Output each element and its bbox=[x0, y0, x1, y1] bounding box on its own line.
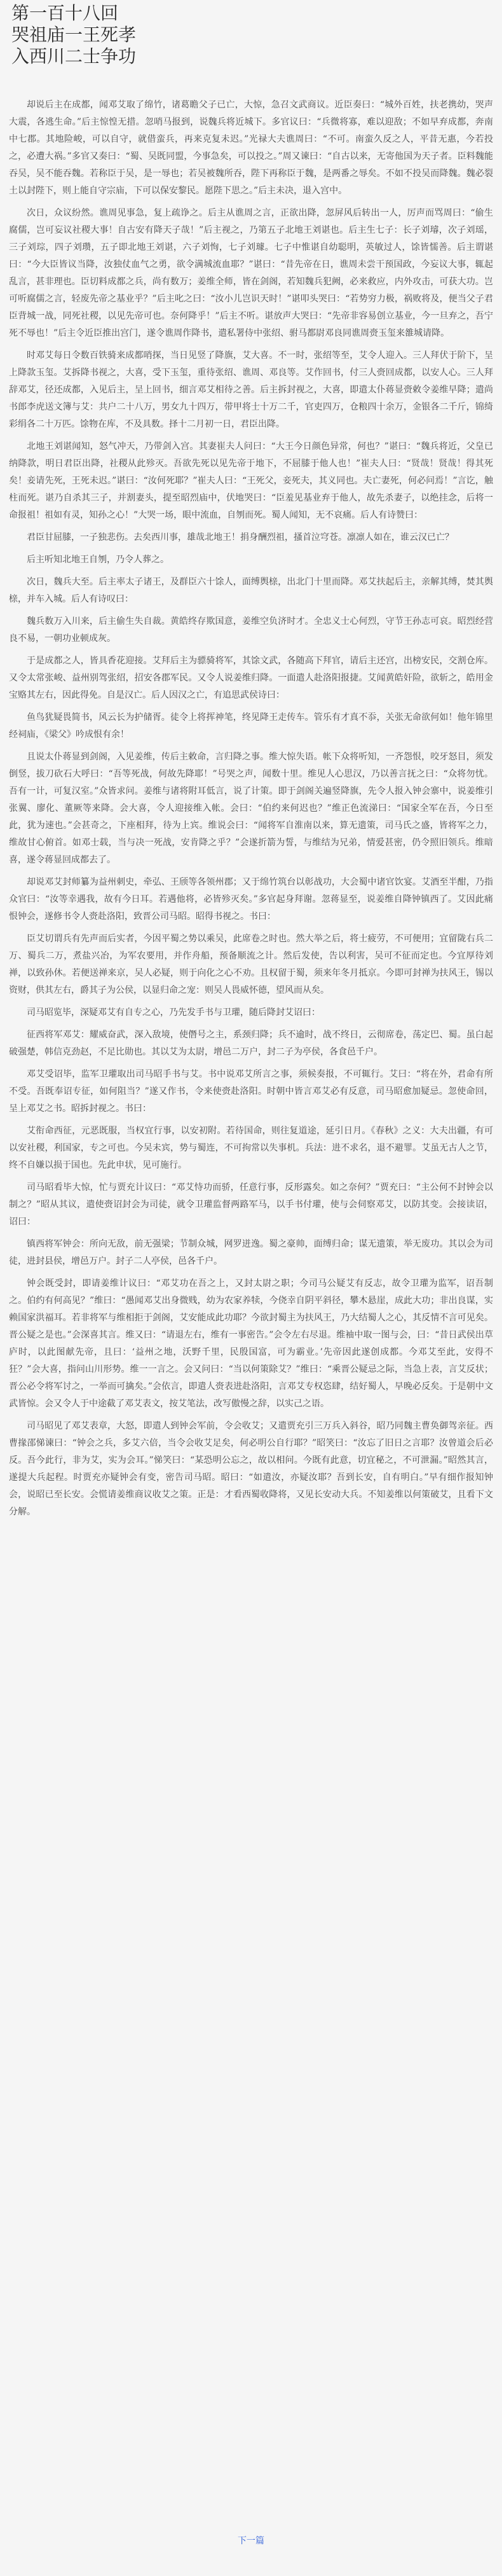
edict: 镇西将军钟会：所向无敌，前无强梁；节制众城，网罗迸逸。蜀之豪帅，面缚归命；谋无遗策，举无废功。其以会为司徒，进封县侯，增邑万户。封子二人亭侯，邑各千户。 bbox=[9, 1239, 493, 1266]
poem: 君臣甘屈膝，一子独悲伤。去矣西川事，雄哉北地王！捐身酬烈祖，搔首泣穹苍。凛凛人如在，谁云汉已亡？ bbox=[27, 532, 454, 543]
paragraph: 后主听知北地王自刎，乃令人葬之。 bbox=[27, 555, 169, 565]
paragraph: 却说后主在成都，闻邓艾取了绵竹，诸葛瞻父子已亡，大惊，急召文武商议。近臣奏曰：“城外百姓，扶老携幼，哭声大震，各逃生命。”后主惊惶无措。忽哨马报到，说魏兵将近城下。多官议曰：“兵微将寡，难以迎敌；不如早弃成都，奔南中七郡。其地险峻，可以自守，就借蛮兵，再来克复未迟。”光禄大夫谯周曰：“不可。南蛮久反之人，平昔无惠，今若投之，必遭大祸。”多官又奏曰：“蜀、吴既同盟，今事急矣，可以投之。”周又谏曰：“自古以来，无寄他国为天子者。臣料魏能吞吴，吴不能吞魏。若称臣于吴，是一辱也；若吴被魏所吞，陛下再称臣于魏，是两番之辱矣。不如不投吴而降魏。魏必裂土以封陛下，则上能自守宗庙，下可以保安黎民。愿陛下思之。”后主未决，退入宫中。 bbox=[9, 100, 493, 196]
paragraph: 司马昭看毕大惊，忙与贾充计议曰：“邓艾恃功而骄，任意行事，反形露矣。如之奈何？”贾充曰：“主公何不封钟会以制之？”昭从其议，遣使赍诏封会为司徒，就令卫瓘监督两路军马，以手书付瓘，使与会伺察邓艾，以防其变。会接读诏，诏曰： bbox=[9, 1182, 493, 1227]
paragraph: 次日，众议纷然。谯周见事急，复上疏诤之。后主从谯周之言，正欲出降，忽屏风后转出一人，厉声而骂周曰：“偷生腐儒，岂可妄议社稷大事！自古安有降天子哉！”后主视之，乃第五子北地王刘谌也。后主生七子：长子刘璿，次子刘瑶，三子刘琮，四子刘瓒，五子即北地王刘谌，六子刘恂，七子刘璩。七子中惟谌自幼聪明，英敏过人，馀皆懦善。后主谓谌曰：“今大臣皆议当降，汝独仗血气之勇，欲令满城流血耶？”谌曰：“昔先帝在日，谯周未尝干预国政，今妄议大事，辄起乱言，甚非理也。臣切料成都之兵，尚有数万；姜维全师，皆在剑阁，若知魏兵犯阙，必来救应，内外攻击，可获大功。岂可听腐儒之言，轻废先帝之基业乎？”后主叱之曰：“汝小儿岂识天时！”谌叩头哭曰：“若势穷力极，祸败将及，便当父子君臣背城一战，同死社稷，以见先帝可也。奈何降乎！”后主不听。谌放声大哭曰：“先帝非容易创立基业，今一旦弃之，吾宁死不辱也！”后主令近臣推出宫门，遂令谯周作降书，遣私署侍中张绍、驸马都尉邓良同谯周赍玉玺来雒城请降。 bbox=[9, 208, 493, 338]
chapter-subtitle-first: 哭祖庙一王死孝 bbox=[11, 24, 137, 45]
paragraph: 时邓艾每日令数百铁骑来成都哨探，当日见竖了降旗，艾大喜。不一时，张绍等至，艾令人迎入。三人拜伏于阶下，呈上降款玉玺。艾拆降书视之，大喜，受下玉玺，重待张绍、谯周、邓良等。艾作回书，付三人赍回成都，以安人心。三人拜辞邓艾，径还成都，入见后主，呈上回书，细言邓艾相待之善。后主拆封视之，大喜，即遣太仆蒋显赍敕令姜维早降；遣尚书郎李虎送文簿与艾：共户二十八万，男女九十四万，带甲将士十万二千，官吏四万，仓粮四十余万，金银各二千斤，锦绮彩绢各二十万匹。馀物在库，不及具数。择十二月初一日，君臣出降。 bbox=[9, 350, 493, 429]
chapter-subtitle-second: 入西川二士争功 bbox=[11, 46, 137, 67]
paragraph: 司马昭览毕，深疑邓艾有自专之心，乃先发手书与卫瓘，随后降封艾诏曰： bbox=[27, 1008, 320, 1018]
paragraph: 司马昭见了邓艾表章，大怒，即遣人到钟会军前，令会收艾；又遣贾充引三万兵入斜谷，昭乃同魏主曹奂御驾亲征。西曹掾邵悌谏曰：“钟会之兵，多艾六倍，当令会收艾足矣，何必明公自行耶？”昭笑曰：“汝忘了旧日之言耶？汝曾道会后必反。吾今此行，非为艾，实为会耳。”悌笑曰：“某恐明公忘之，故以相问。今既有此意，切宜秘之，不可泄漏。”昭然其言，遂提大兵起程。时贾充亦疑钟会有变，密告司马昭。昭曰：“如遣汝，亦疑汝耶？吾到长安，自有明白。”早有细作报知钟会，说昭已至长安。会慌请姜维商议收艾之策。正是：才看西蜀收降将，又见长安动大兵。不知姜维以何策破艾，且看下文分解。 bbox=[9, 1421, 493, 1517]
chapter-body bbox=[9, 97, 493, 2539]
letter: 臣艾切谓兵有先声而后实者，今因平蜀之势以乘吴，此席卷之时也。然大举之后，将士疲劳，不可便用；宜留陇右兵二万、蜀兵二万，煮盐兴冶，为军农要用，并作舟船，预备顺流之计。然后发使，告以利害，吴可不征而定也。今宜厚待刘禅，以致孙休。若便送禅来京，吴人必疑，则于向化之心不劝。且权留于蜀，须来年冬月抵京。今即可封禅为扶风王，锡以资财，供其左右，爵其子为公侯，以显归命之宠：则吴人畏威怀德，望风而从矣。 bbox=[9, 934, 493, 995]
chapter-title bbox=[9, 3, 493, 67]
paragraph: 却说邓艾封师纂为益州刺史，牵弘、王颀等各领州郡；又于绵竹筑台以彰战功，大会蜀中诸官饮宴。艾酒至半酣，乃指众官曰：“汝等幸遇我，故有今日耳。若遇他将，必皆殄灭矣。”多官起身拜谢。忽蒋显至，说姜维自降钟镇西了。艾因此痛恨钟会，遂修书令人赍赴洛阳，致晋公司马昭。昭得书视之。书曰： bbox=[9, 877, 493, 922]
chapter-number: 第一百十八回 bbox=[11, 3, 119, 24]
poem: 鱼鸟犹疑畏简书，风云长为护储胥。徒令上将挥神笔，终见降王走传车。管乐有才真不忝，关张无命欲何如！他年锦里经祠庙，《梁父》吟成恨有余！ bbox=[9, 712, 493, 740]
paragraph: 北地王刘谌闻知，怒气冲天，乃带剑入宫。其妻崔夫人问曰：“大王今日颜色异常，何也？”谌曰：“魏兵将近，父皇已纳降款，明日君臣出降，社稷从此殄灭。吾欲先死以见先帝于地下，不屈膝于他人也！”崔夫人曰：“贤哉！贤哉！得其死矣！妾请先死，王死未迟。”谌曰：“汝何死耶？”崔夫人曰：“王死父，妾死夫，其义同也。夫亡妻死，何必问焉！”言讫，触柱而死。谌乃自杀其三子，并割妻头，提至昭烈庙中，伏地哭曰：“臣羞见基业弃于他人，故先杀妻子，以绝挂念，后将一命报祖！祖如有灵，知孙之心！”大哭一场，眼中流血，自刎而死。蜀人闻知，无不哀痛。后人有诗赞曰： bbox=[9, 441, 493, 520]
letter: 艾衔命西征，元恶既服，当权宜行事，以安初附。若待国命，则往复道途，延引日月。《春秋》之义：大夫出疆，有可以安社稷，利国家，专之可也。今吴未宾，势与蜀连，不可拘常以失事机。兵法：进不求名，退不避罪。艾虽无古人之节，终不自嫌以损于国也。先此申状，见可施行。 bbox=[9, 1126, 493, 1170]
paragraph: 于是成都之人，皆具香花迎接。艾拜后主为骠骑将军，其馀文武，各随高下拜官，请后主还宫，出榜安民，交割仓库。又令太常张峻、益州别驾张绍，招安各郡军民。又令人说姜维归降。一面遣人赴洛阳报捷。艾闻黄皓奸险，欲斩之，皓用金宝赂其左右，因此得免。自是汉亡。后人因汉之亡，有追思武侯诗曰： bbox=[9, 656, 493, 700]
paragraph: 且说太仆蒋显到剑阁，入见姜维，传后主敕命，言归降之事。维大惊失语。帐下众将听知，一齐怨恨，咬牙怒目，须发倒竖，拔刀砍石大呼曰：“吾等死战，何故先降耶！”号哭之声，闻数十里。维见人心思汉，乃以善言抚之曰：“众将勿忧。吾有一计，可复汉室。”众皆求问。姜维与诸将附耳低言，说了计策。即于剑阁关遍竖降旗，先令人报入钟会寨中，说姜维引张翼、廖化、董厥等来降。会大喜，令人迎接维入帐。会曰：“伯约来何迟也？”维正色流涕曰：“国家全军在吾，今日至此，犹为速也。”会甚奇之，下座相拜，待为上宾。维说会曰：“闻将军自淮南以来，算无遗策，司马氏之盛，皆将军之力，维故甘心俯首。如邓士载，当与决一死战，安肯降之乎？”会遂折箭为誓，与维结为兄弟，情爱甚密，仍令照旧领兵。维暗喜，遂令蒋显回成都去了。 bbox=[9, 752, 493, 865]
pagination bbox=[0, 2530, 502, 2551]
next-chapter-link[interactable]: 下一篇 bbox=[238, 2535, 264, 2545]
paragraph: 次日，魏兵大至。后主率太子诸王，及群臣六十馀人，面缚舆榇，出北门十里而降。邓艾扶起后主，亲解其缚，焚其舆榇，并车入城。后人有诗叹曰： bbox=[9, 577, 493, 604]
edict: 征西将军邓艾：耀威奋武，深入敌境，使僭号之主，系颈归降；兵不逾时，战不终日，云彻席卷，荡定巴、蜀。虽白起破强楚，韩信克劲赵，不足比勋也。其以艾为太尉，增邑二万户，封二子为亭侯，各食邑千户。 bbox=[9, 1030, 493, 1057]
paragraph: 钟会既受封，即请姜维计议曰：“邓艾功在吾之上，又封太尉之职；今司马公疑艾有反志，故令卫瓘为监军，诏吾制之。伯约有何高见？”维曰：“愚闻邓艾出身微贱，幼为农家养犊，今侥幸自阴平斜径，攀木悬崖，成此大功；非出良谋，实赖国家洪福耳。若非将军与维相拒于剑阁，艾安能成此功耶？今欲封蜀主为扶风王，乃大结蜀人之心，其反情不言可见矣。晋公疑之是也。”会深喜其言。维又曰：“请退左右，维有一事密告。”会令左右尽退。维袖中取一图与会，曰：“昔日武侯出草庐时，以此图献先帝，且曰：‘益州之地，沃野千里，民殷国富，可为霸业。’先帝因此遂创成都。今邓艾至此，安得不狂？”会大喜，指问山川形势。维一一言之。会又问曰：“当以何策除艾？”维曰：“乘晋公疑忌之际，当急上表，言艾反状；晋公必令将军讨之，一举而可擒矣。”会依言，即遣人赍表进赴洛阳，言邓艾专权恣肆，结好蜀人，早晚必反矣。于是朝中文武皆惊。会又令人于中途截了邓艾表文，按艾笔法，改写傲慢之辞，以实己之语。 bbox=[9, 1278, 493, 1409]
paragraph: 邓艾受诏毕，监军卫瓘取出司马昭手书与艾。书中说邓艾所言之事，须候奏报，不可辄行。艾曰：“将在外，君命有所不受。吾既奉诏专征，如何阻当？”遂又作书，令来使赍赴洛阳。时朝中皆言邓艾必有反意，司马昭愈加疑忌。忽使命回，呈上邓艾之书。昭拆封视之。书曰： bbox=[9, 1069, 493, 1114]
poem: 魏兵数万入川来，后主偷生失自裁。黄皓终存欺国意，姜维空负济时才。全忠义士心何烈，守节王孙志可哀。昭烈经营良不易，一朝功业顿成灰。 bbox=[9, 616, 493, 644]
